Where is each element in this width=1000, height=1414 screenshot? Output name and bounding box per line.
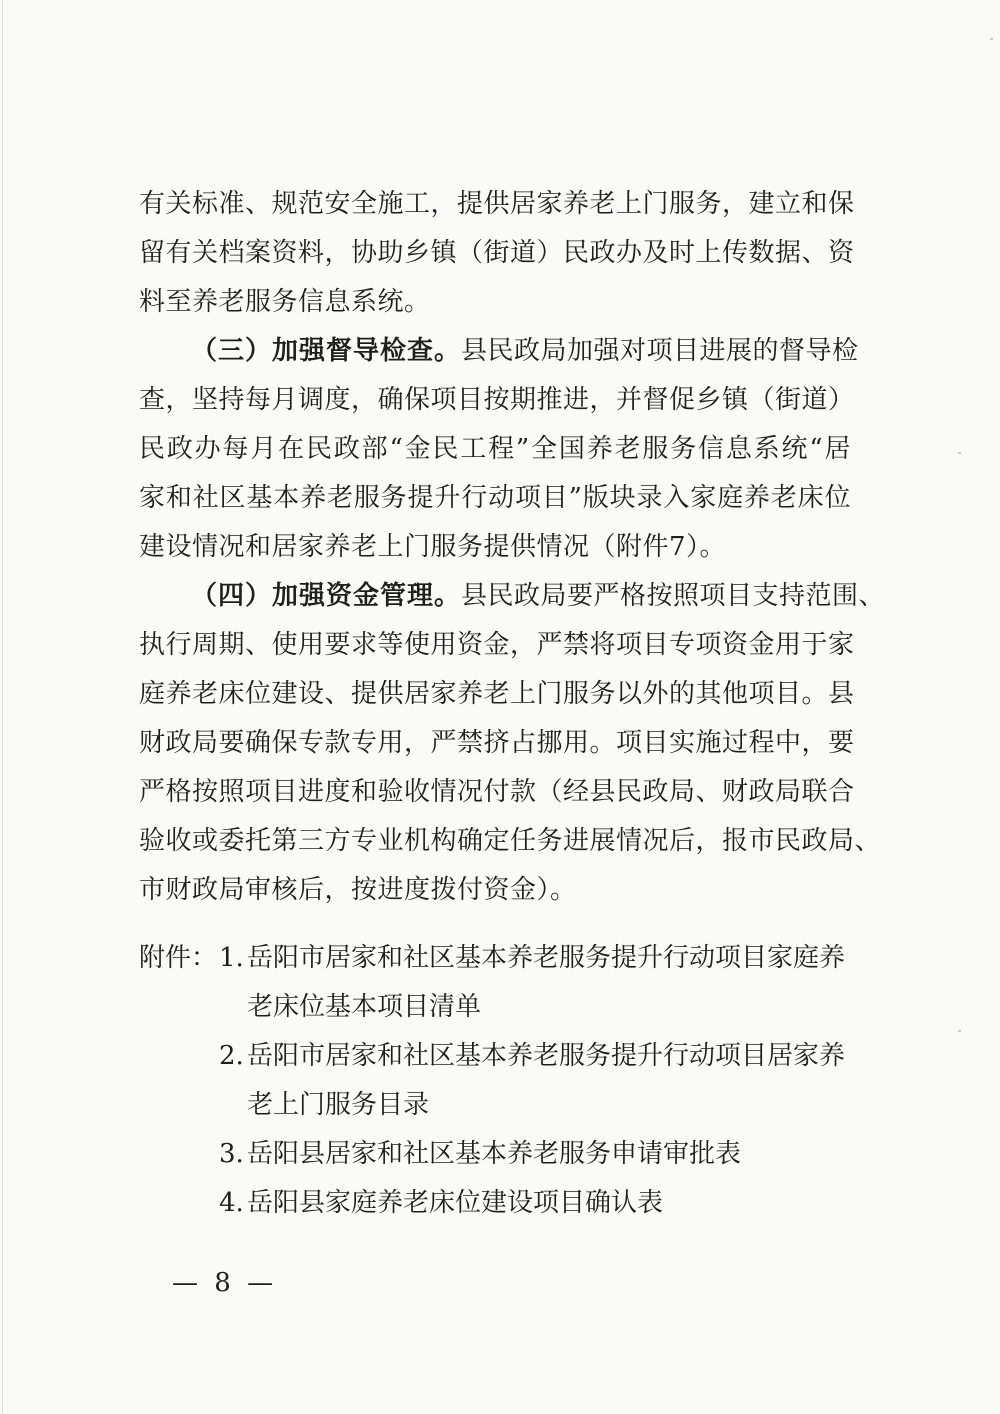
- text-run: 县民政局要严格按照项目支持范围、: [461, 581, 886, 611]
- text-line: 家和社区基本养老服务提升行动项目”版块录入家庭养老床位: [139, 483, 851, 513]
- text-run: 县民政局加强对项目进展的督导检: [461, 336, 859, 366]
- section-heading-4: （四）加强资金管理。: [191, 581, 462, 611]
- text-line: 市财政局审核后，按进度拨付资金）。: [139, 875, 577, 905]
- attachment-number: 2.: [219, 1041, 244, 1071]
- attachment-item-3: [219, 1136, 741, 1172]
- text-line: 严格按照项目进度和验收情况付款（经县民政局、财政局联合: [139, 777, 855, 807]
- scan-edge-line: [2, 0, 3, 1414]
- attachment-number: 3.: [219, 1139, 244, 1169]
- section-heading-3: （三）加强督导检查。: [191, 336, 462, 366]
- page-number: — 8 —: [172, 1268, 278, 1298]
- text-line: 留有关档案资料，协助乡镇（街道）民政办及时上传数据、资: [139, 238, 855, 268]
- text-line: 执行周期、使用要求等使用资金，严禁将项目专项资金用于家: [139, 630, 855, 660]
- text-line: 建设情况和居家养老上门服务提供情况（附件7）。: [139, 532, 727, 562]
- attachment-item-4: [219, 1185, 663, 1221]
- text-line-with-heading: [191, 333, 859, 369]
- text-line: 料至养老服务信息系统。: [139, 287, 431, 317]
- scan-speck: [958, 1030, 961, 1032]
- attachment-item-2: [219, 1038, 845, 1074]
- attachment-item-1: [219, 940, 845, 976]
- attachment-item-2-continued: 老上门服务目录: [247, 1090, 430, 1120]
- text-line-with-heading: [191, 578, 886, 614]
- text-line: 民政办每月在民政部“金民工程”全国养老服务信息系统“居: [139, 434, 851, 464]
- text-line: 有关标准、规范安全施工，提供居家养老上门服务，建立和保: [139, 189, 855, 219]
- text-line: 财政局要确保专款专用，严禁挤占挪用。项目实施过程中，要: [139, 728, 855, 758]
- attachment-number: 4.: [219, 1188, 244, 1218]
- text-line: 查，坚持每月调度，确保项目按期推进，并督促乡镇（街道）: [139, 385, 855, 415]
- attachment-number: 1.: [219, 943, 244, 973]
- attachment-title: 岳阳市居家和社区基本养老服务提升行动项目家庭养: [247, 943, 846, 973]
- attachment-title: 岳阳县家庭养老床位建设项目确认表: [247, 1188, 664, 1218]
- text-line: 庭养老床位建设、提供居家养老上门服务以外的其他项目。县: [139, 679, 855, 709]
- text-line: 验收或委托第三方专业机构确定任务进展情况后，报市民政局、: [139, 826, 882, 856]
- attachment-title: 岳阳县居家和社区基本养老服务申请审批表: [247, 1139, 742, 1169]
- attachment-title: 岳阳市居家和社区基本养老服务提升行动项目居家养: [247, 1041, 846, 1071]
- attachments-label: 附件：: [139, 943, 218, 973]
- attachment-item-1-continued: 老床位基本项目清单: [247, 992, 482, 1022]
- scan-speck: [990, 38, 993, 40]
- scan-speck: [958, 452, 961, 454]
